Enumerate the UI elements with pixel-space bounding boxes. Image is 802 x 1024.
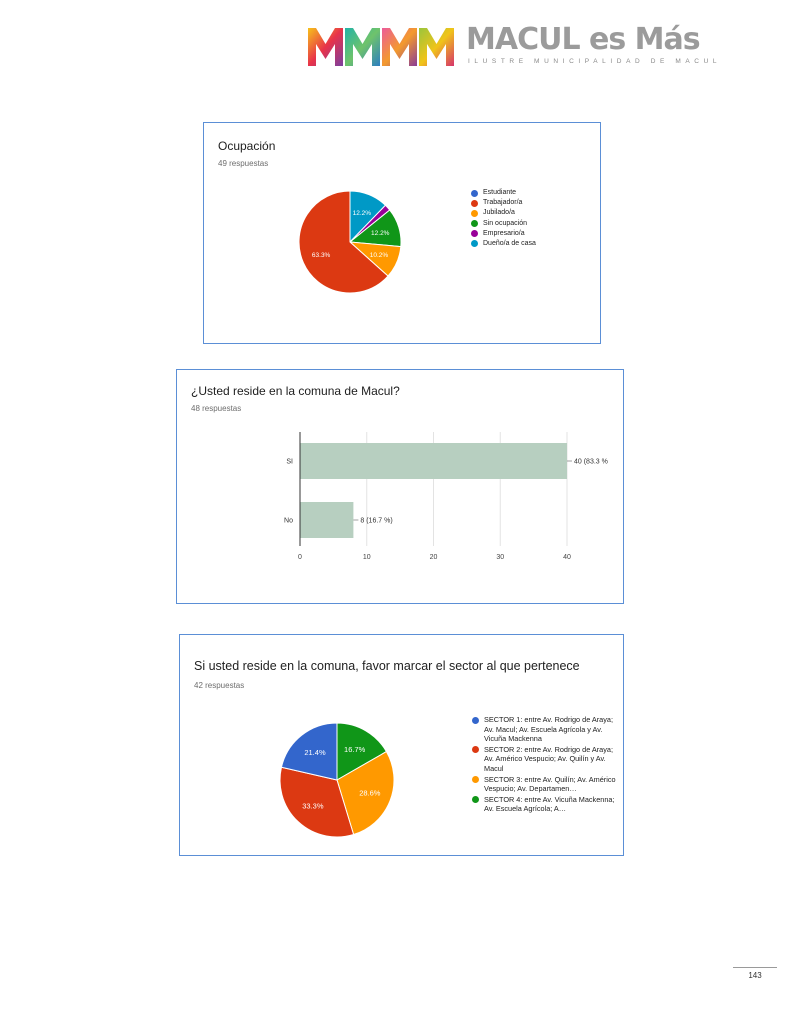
- chart-card-reside: [176, 369, 624, 604]
- legend-item: [471, 240, 536, 248]
- legend-dot: [471, 220, 478, 227]
- pie-slice-label: 12.2%: [371, 230, 390, 238]
- bar: [300, 443, 567, 479]
- chart-title: ¿Usted reside en la comuna de Macul?: [191, 384, 400, 398]
- chart-legend: [471, 189, 536, 250]
- x-tick-label: 10: [362, 554, 371, 561]
- legend-item: [471, 199, 536, 207]
- pie-slice-label: 28.6%: [359, 788, 381, 798]
- y-category-label: SI: [286, 458, 293, 466]
- logo-letter: [419, 28, 454, 66]
- chart-card-ocupacion: [203, 122, 601, 344]
- response-count: 49 respuestas: [218, 159, 269, 168]
- x-tick-label: 20: [429, 554, 438, 561]
- bar-value-label: 8 (16.7 %): [360, 517, 393, 525]
- legend-item: [471, 230, 536, 238]
- legend-label: Empresario/a: [483, 229, 525, 237]
- logo-mark: [308, 28, 454, 66]
- legend-dot: [471, 230, 478, 237]
- pie-slice-label: 12.2%: [352, 209, 372, 217]
- legend-item: [471, 220, 536, 228]
- legend-label: SECTOR 2: entre Av. Rodrigo de Araya; Av. Américo Vespucio; Av. Quilín y Av. Macul: [484, 744, 613, 773]
- legend-dot: [471, 200, 478, 207]
- legend-label: SECTOR 4: entre Av. Vicuña Mackenna; Av. Escuela Agrícola; A…: [484, 794, 615, 814]
- legend-item: [471, 209, 536, 217]
- response-count: 48 respuestas: [191, 404, 242, 413]
- legend-label: SECTOR 3: entre Av. Quilín; Av. Américo Vespucio; Av. Departamen…: [484, 774, 616, 794]
- x-tick-label: 0: [298, 554, 302, 561]
- legend-label: Estudiante: [483, 189, 517, 196]
- legend-dot: [472, 776, 479, 783]
- legend-dot: [471, 190, 478, 197]
- pie-slice-label: 21.4%: [304, 747, 326, 757]
- municipal-logo: [308, 22, 722, 72]
- legend-label: Jubilado/a: [483, 209, 515, 217]
- legend-item: [472, 795, 622, 814]
- legend-item: [472, 745, 622, 774]
- bar: [300, 502, 353, 538]
- bar-value-label: 40 (83.3 %: [574, 458, 608, 466]
- legend-item: [472, 715, 622, 744]
- legend-item: [471, 189, 536, 197]
- page-number-rule: [733, 967, 777, 968]
- legend-dot: [472, 796, 479, 803]
- y-category-label: No: [284, 517, 293, 525]
- chart-title: Si usted reside en la comuna, favor marcar el sector al que pertenece: [194, 659, 580, 673]
- page-number: 143: [748, 971, 762, 980]
- legend-label: Dueño/a de casa: [483, 239, 536, 247]
- chart-card-sector: [179, 634, 624, 856]
- chart-legend: [472, 715, 622, 815]
- legend-dot: [471, 210, 478, 217]
- logo-subtitle: ILUSTRE MUNICIPALIDAD DE MACUL: [468, 58, 722, 65]
- pie-slice-label: 33.3%: [302, 801, 324, 811]
- logo-letter: [308, 28, 343, 66]
- response-count: 42 respuestas: [194, 681, 245, 690]
- logo-letter: [382, 28, 417, 66]
- legend-dot: [472, 746, 479, 753]
- legend-label: SECTOR 1: entre Av. Rodrigo de Araya; Av. Macul; Av. Escuela Agrícola y Av. Vicuña Mackenna: [484, 715, 613, 744]
- bar-chart-reside: [177, 370, 625, 605]
- legend-dot: [471, 240, 478, 247]
- legend-label: Sin ocupación: [483, 219, 527, 227]
- chart-title: Ocupación: [218, 139, 276, 153]
- pie-slice-label: 63.3%: [311, 252, 331, 260]
- pie-slice-label: 10.2%: [369, 251, 389, 259]
- legend-dot: [472, 717, 479, 724]
- legend-item: [472, 775, 622, 794]
- pie-chart-ocupacion: [204, 123, 602, 345]
- x-tick-label: 30: [496, 554, 505, 561]
- pie-slice-label: 16.7%: [344, 745, 366, 755]
- logo-letter: [345, 28, 380, 66]
- x-tick-label: 40: [563, 554, 571, 561]
- legend-label: Trabajador/a: [483, 199, 523, 207]
- logo-wordmark: MACUL es Más: [466, 22, 700, 57]
